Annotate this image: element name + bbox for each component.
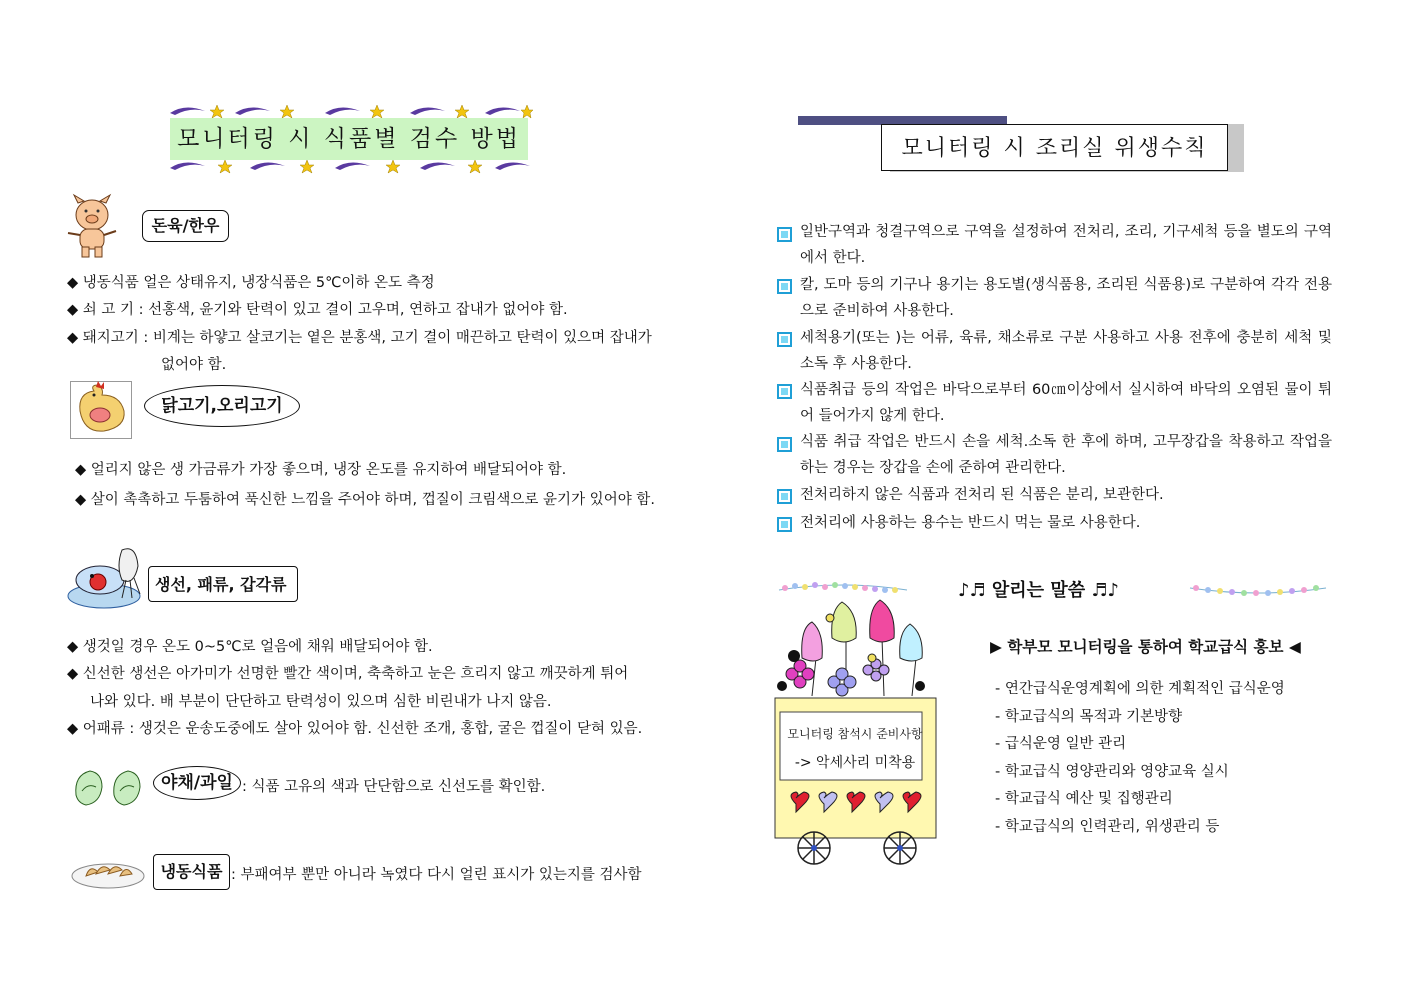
hygiene-rule: 전처리에 사용하는 용수는 반드시 먹는 물로 사용한다.: [800, 515, 1141, 531]
right-page-title: 모니터링 시 조리실 위생수칙: [881, 124, 1228, 171]
checkbox-bullet-icon: [777, 279, 792, 294]
seafood-line: ◆ 어패류 : 생것은 운송도중에도 살아 있어야 함. 신선한 조개, 홍합, 굴은 껍질이 닫혀 있음.: [67, 721, 643, 737]
chicken-icon: [70, 381, 132, 439]
hygiene-rule: 식품취급 등의 작업은 바닥으로부터 60㎝이상에서 실시하여 바닥의 오염된 물이 튀어 들어가지 않게 한다.: [800, 382, 1332, 424]
title-decoration-top: [165, 103, 533, 119]
promo-item: - 학교급식의 목적과 기본방향: [995, 709, 1183, 725]
vegetable-fruit-label: 야채/과일: [153, 766, 241, 800]
cart-note-line2: -> 악세사리 미착용: [794, 755, 916, 771]
frozen-food-label: 냉동식품: [153, 854, 230, 890]
checkbox-bullet-icon: [777, 227, 792, 242]
flower-garland-right: [1188, 578, 1328, 600]
promo-item: - 학교급식 영양관리와 영양교육 실시: [995, 764, 1229, 780]
dumpling-plate-icon: [70, 856, 146, 890]
pork-beef-label: 돈육/한우: [142, 210, 229, 242]
checkbox-bullet-icon: [777, 384, 792, 399]
checkbox-bullet-icon: [777, 517, 792, 532]
hygiene-rule: 세척용기(또는 )는 어류, 육류, 채소류로 구분 사용하고 사용 전후에 충분히 세척 및 소독 후 사용한다.: [800, 330, 1332, 372]
frozen-food-text: : 부패여부 뿐만 아니라 녹였다 다시 얼린 표시가 있는지를 검사함: [231, 867, 642, 883]
poultry-line: ◆ 살이 촉촉하고 두툼하여 푹신한 느낌을 주어야 하며, 껍질이 크림색으로 윤기가 있어야 함.: [75, 492, 655, 508]
left-page-title: 모니터링 시 식품별 검수 방법: [170, 118, 528, 160]
hygiene-rule: 식품 취급 작업은 반드시 손을 세척.소독 한 후에 하며, 고무장갑을 착용하고 작업을 하는 경우는 장갑을 손에 준하여 관리한다.: [800, 434, 1332, 476]
cart-note-line1: 모니터링 참석시 준비사항: [787, 727, 923, 741]
vegetable-fruit-text: : 식품 고유의 색과 단단함으로 신선도를 확인함.: [242, 779, 546, 795]
promo-item: - 연간급식운영계획에 의한 계획적인 급식운영: [995, 681, 1285, 697]
promo-item: - 학교급식의 인력관리, 위생관리 등: [995, 819, 1220, 835]
poultry-label: 닭고기,오리고기: [144, 385, 300, 427]
promo-item: - 학교급식 예산 및 집행관리: [995, 791, 1173, 807]
hygiene-rule: 일반구역과 청결구역으로 구역을 설정하여 전처리, 조리, 기구세척 등을 별도의 구역에서 한다.: [800, 224, 1332, 266]
promo-item: - 급식운영 일반 관리: [995, 736, 1127, 752]
poultry-line: ◆ 얼리지 않은 생 가금류가 가장 좋으며, 냉장 온도를 유지하여 배달되어야 함.: [75, 462, 567, 478]
title-decoration-bottom: [165, 158, 533, 174]
pig-icon: [66, 193, 122, 261]
seafood-label: 생선, 패류, 갑각류: [148, 566, 298, 602]
cabbage-icon: [72, 765, 147, 807]
hygiene-rule: 전처리하지 않은 식품과 전처리 된 식품은 분리, 보관한다.: [800, 487, 1164, 503]
hygiene-rule: 칼, 도마 등의 기구나 용기는 용도별(생식품용, 조리된 식품용)로 구분하여 각각 전용으로 준비하여 사용한다.: [800, 277, 1332, 319]
checkbox-bullet-icon: [777, 489, 792, 504]
promo-title: ▶ 학부모 모니터링을 통하여 학교급식 홍보 ◀: [990, 638, 1301, 656]
seafood-line: 나와 있다. 배 부분이 단단하고 탄력성이 있으며 심한 비린내가 나지 않음.: [90, 694, 552, 710]
checkbox-bullet-icon: [777, 332, 792, 347]
seafood-line: ◆ 생것일 경우 온도 0~5℃로 얼음에 채워 배달되어야 함.: [67, 639, 433, 655]
checkbox-bullet-icon: [777, 437, 792, 452]
pork-line: ◆ 쇠 고 기 : 선홍색, 윤기와 탄력이 있고 결이 고우며, 연하고 잡내가 없어야 함.: [67, 302, 568, 318]
seafood-line: ◆ 신선한 생선은 아가미가 선명한 빨간 색이며, 축축하고 눈은 흐리지 않고 깨끗하게 튀어: [67, 666, 629, 682]
pork-line: ◆ 냉동식품 얼은 상태유지, 냉장식품은 5℃이하 온도 측정: [67, 275, 435, 291]
fish-icon: [62, 536, 148, 612]
notice-title: ♪♬ 알리는 말씀 ♬♪: [958, 580, 1119, 601]
pork-line: ◆ 돼지고기 : 비계는 하얗고 살코기는 옅은 분홍색, 고기 결이 매끈하고 탄력이 있으며 잡내가: [67, 330, 652, 346]
pork-line: 없어야 함.: [161, 357, 227, 373]
flower-garland-left: [777, 578, 909, 598]
